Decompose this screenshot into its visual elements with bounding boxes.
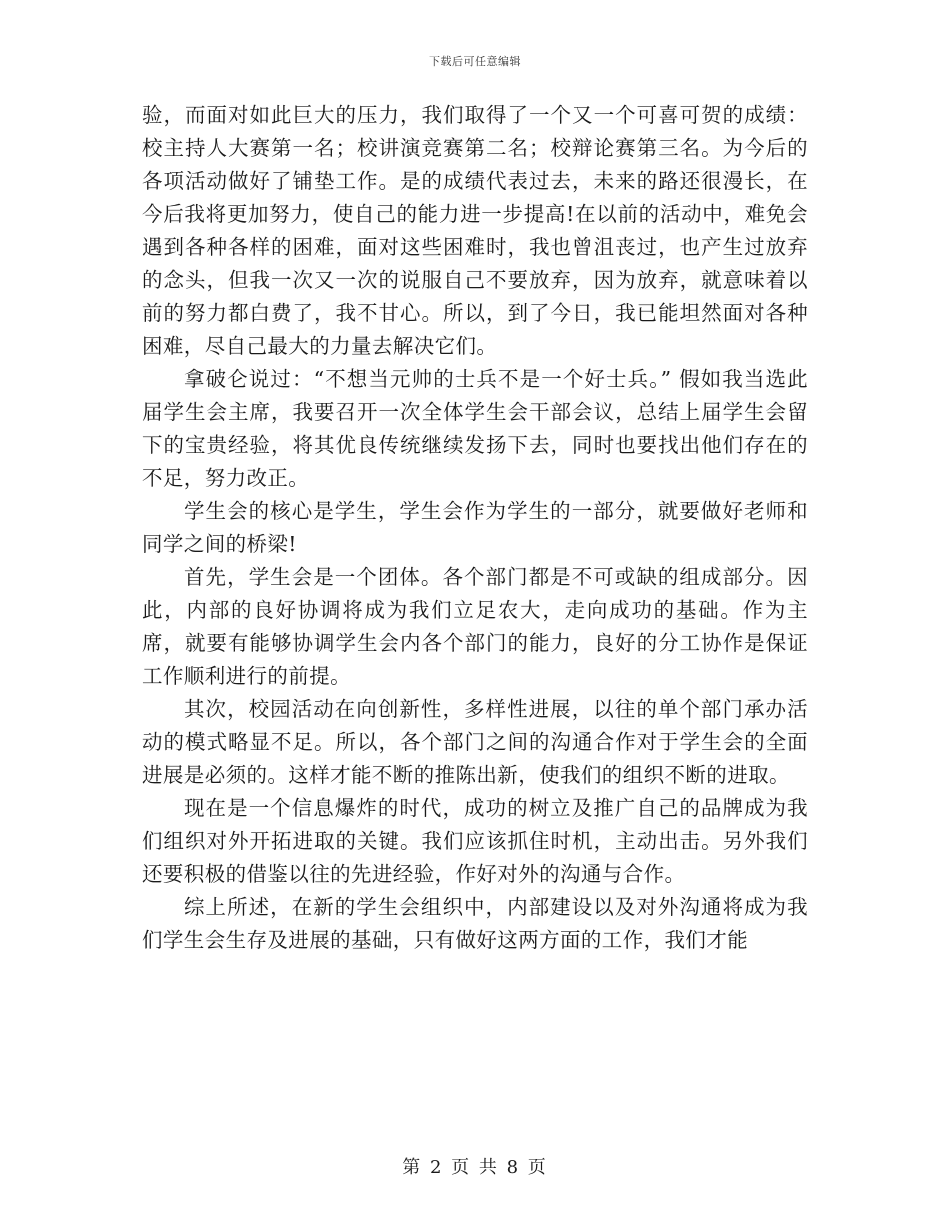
paragraph-2: 拿破仑说过：“不想当元帅的士兵不是一个好士兵。” 假如我当选此届学生会主席，我要召开一次全体学生会干部会议，总结上届学生会留下的宝贵经验，将其优良传统继续发扬下去，同时也要找出他们存在的不足，努力改正。	[142, 367, 808, 490]
document-body	[142, 99, 808, 957]
page-number-footer: 第 2 页 共 8 页	[402, 1157, 548, 1178]
page-header: 下载后可任意编辑	[429, 55, 521, 68]
paragraph-7: 综上所述，在新的学生会组织中，内部建设以及对外沟通将成为我们学生会生存及进展的基础，只有做好这两方面的工作，我们才能	[142, 895, 808, 952]
paragraph-6: 现在是一个信息爆炸的时代，成功的树立及推广自己的品牌成为我们组织对外开拓进取的关键。我们应该抓住时机，主动出击。另外我们还要积极的借鉴以往的先进经验，作好对外的沟通与合作。	[142, 796, 808, 886]
paragraph-1: 验，而面对如此巨大的压力，我们取得了一个又一个可喜可贺的成绩：校主持人大赛第一名；校讲演竞赛第二名；校辩论赛第三名。为今后的各项活动做好了铺垫工作。是的成绩代表过去，未来的路还很漫长，在今后我将更加努力，使自己的能力进一步提高!在以前的活动中，难免会遇到各种各样的困难，面对这些困难时，我也曾沮丧过，也产生过放弃的念头，但我一次又一次的说服自己不要放弃，因为放弃，就意味着以前的努力都白费了，我不甘心。所以，到了今日，我已能坦然面对各种困难，尽自己最大的力量去解决它们。	[142, 103, 808, 358]
paragraph-4: 首先，学生会是一个团体。各个部门都是不可或缺的组成部分。因此，内部的良好协调将成为我们立足农大，走向成功的基础。作为主席，就要有能够协调学生会内各个部门的能力，良好的分工协作是保证工作顺利进行的前提。	[142, 565, 808, 688]
paragraph-5: 其次，校园活动在向创新性，多样性进展，以往的单个部门承办活动的模式略显不足。所以，各个部门之间的沟通合作对于学生会的全面进展是必须的。这样才能不断的推陈出新，使我们的组织不断的进取。	[142, 697, 808, 787]
paragraph-3: 学生会的核心是学生，学生会作为学生的一部分，就要做好老师和同学之间的桥梁!	[142, 499, 808, 556]
